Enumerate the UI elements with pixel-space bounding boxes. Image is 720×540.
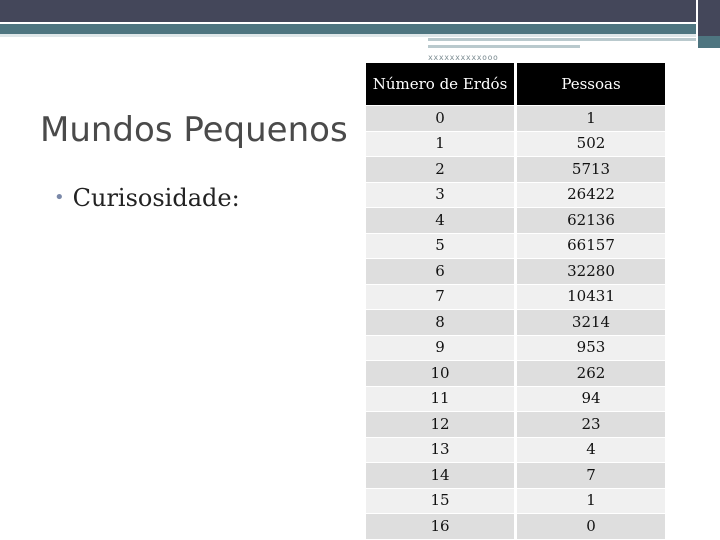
cell-erdos-number: 2 — [366, 156, 514, 182]
table-row — [366, 462, 665, 488]
cell-erdos-number: 8 — [366, 309, 514, 335]
cell-erdos-number: 14 — [366, 462, 514, 488]
table-header-row — [366, 63, 665, 105]
deco-line — [428, 45, 580, 48]
table-row — [366, 156, 665, 182]
cell-erdos-number: 7 — [366, 284, 514, 310]
table-row — [366, 437, 665, 463]
cell-people: 3214 — [514, 309, 665, 335]
cell-erdos-number: 10 — [366, 360, 514, 386]
cell-people: 5713 — [514, 156, 665, 182]
table-row — [366, 309, 665, 335]
cell-erdos-number: 0 — [366, 105, 514, 131]
table-row — [366, 360, 665, 386]
cell-people: 262 — [514, 360, 665, 386]
table-row — [366, 233, 665, 259]
header-erdos-number: Número de Erdós — [366, 63, 514, 105]
cell-erdos-number: 9 — [366, 335, 514, 361]
cell-erdos-number: 6 — [366, 258, 514, 284]
cell-erdos-number: 3 — [366, 182, 514, 208]
bullet-text: Curisosidade: — [72, 184, 240, 212]
table-row — [366, 131, 665, 157]
teal-band-decoration — [0, 24, 696, 34]
cell-people: 1 — [514, 105, 665, 131]
bullet-dot-icon: • — [54, 187, 65, 208]
cell-people: 32280 — [514, 258, 665, 284]
table-body — [366, 105, 665, 539]
cell-people: 23 — [514, 411, 665, 437]
table-row — [366, 284, 665, 310]
erdos-table — [366, 63, 665, 539]
top-bar-right-decoration — [698, 0, 720, 36]
header-people: Pessoas — [514, 63, 665, 105]
teal-band-right-decoration — [698, 36, 720, 48]
cell-erdos-number: 11 — [366, 386, 514, 412]
deco-dots: xxxxxxxxxxooo — [428, 53, 499, 62]
cell-people: 953 — [514, 335, 665, 361]
cell-people: 26422 — [514, 182, 665, 208]
table-row — [366, 488, 665, 514]
cell-erdos-number: 1 — [366, 131, 514, 157]
cell-erdos-number: 15 — [366, 488, 514, 514]
table-row — [366, 335, 665, 361]
pale-band-decoration — [0, 34, 696, 37]
cell-people: 4 — [514, 437, 665, 463]
cell-people: 94 — [514, 386, 665, 412]
cell-people: 502 — [514, 131, 665, 157]
table-row — [366, 411, 665, 437]
cell-erdos-number: 5 — [366, 233, 514, 259]
table-row — [366, 386, 665, 412]
top-bar-decoration — [0, 0, 696, 22]
cell-people: 62136 — [514, 207, 665, 233]
cell-people: 1 — [514, 488, 665, 514]
table-row — [366, 513, 665, 539]
cell-erdos-number: 12 — [366, 411, 514, 437]
bullet-item — [54, 184, 240, 212]
table-row — [366, 258, 665, 284]
cell-erdos-number: 16 — [366, 513, 514, 539]
table-row — [366, 207, 665, 233]
cell-erdos-number: 4 — [366, 207, 514, 233]
cell-people: 7 — [514, 462, 665, 488]
cell-people: 10431 — [514, 284, 665, 310]
cell-people: 66157 — [514, 233, 665, 259]
slide-title: Mundos Pequenos — [40, 110, 348, 150]
table-row — [366, 105, 665, 131]
cell-erdos-number: 13 — [366, 437, 514, 463]
table-row — [366, 182, 665, 208]
cell-people: 0 — [514, 513, 665, 539]
deco-line — [428, 38, 696, 41]
